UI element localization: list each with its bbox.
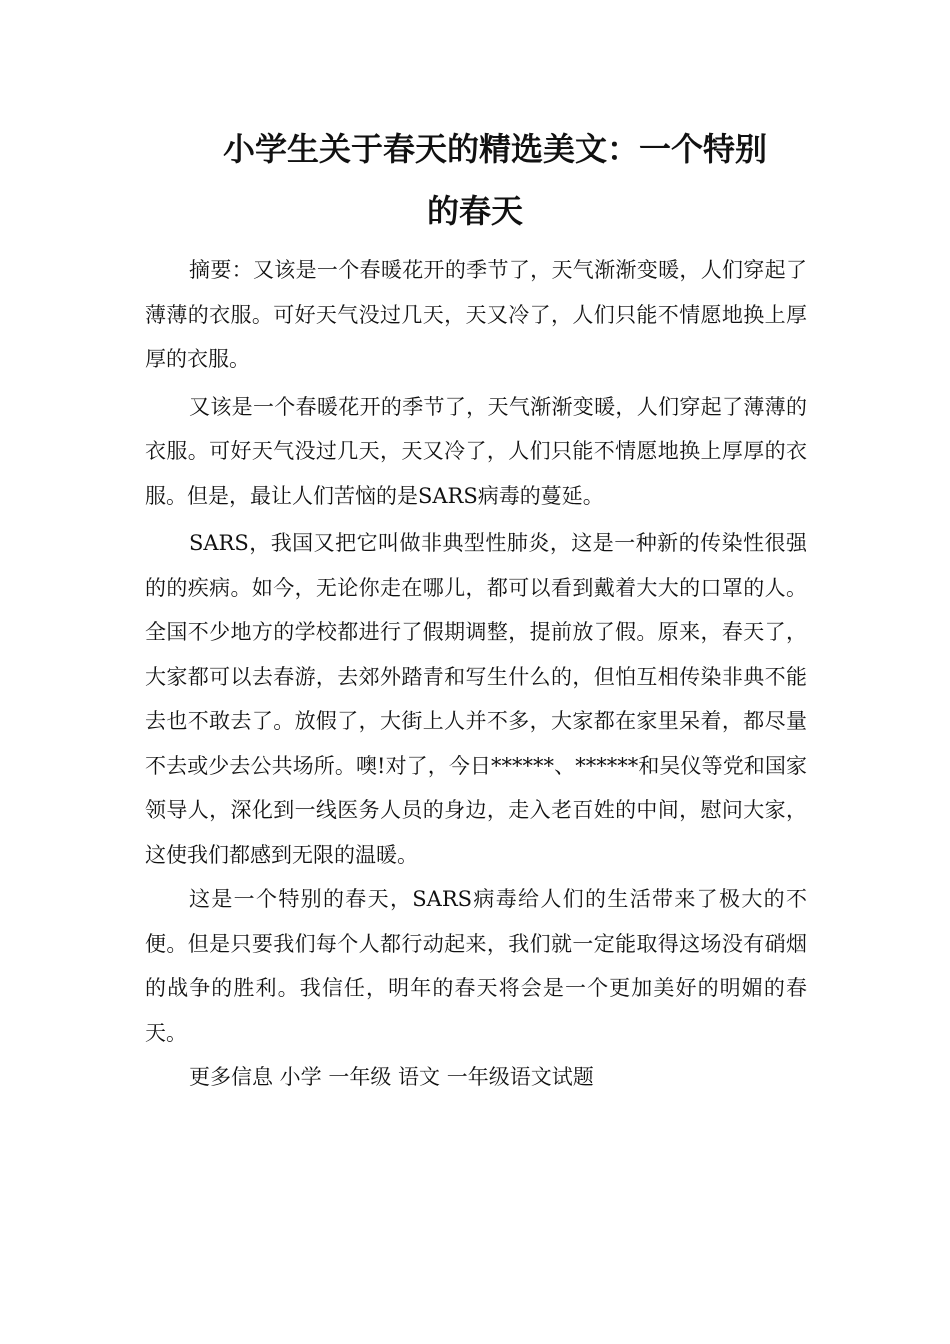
title-line-1: 小学生关于春天的精选美文：一个特别 bbox=[222, 130, 767, 168]
document-title bbox=[145, 118, 805, 242]
document-body bbox=[145, 248, 807, 1100]
abstract-paragraph: 摘要：又该是一个春暖花开的季节了，天气渐渐变暖，人们穿起了薄薄的衣服。可好天气没过几天，天又冷了，人们只能不情愿地换上厚厚的衣服。 bbox=[145, 258, 807, 371]
body-paragraph-1: 又该是一个春暖花开的季节了，天气渐渐变暖，人们穿起了薄薄的衣服。可好天气没过几天，天又冷了，人们只能不情愿地换上厚厚的衣服。但是，最让人们苦恼的是SARS病毒的蔓延。 bbox=[145, 394, 807, 508]
title-line-2: 的春天 bbox=[426, 192, 523, 230]
more-info-line: 更多信息 小学 一年级 语文 一年级语文试题 bbox=[189, 1065, 594, 1089]
body-paragraph-3: 这是一个特别的春天，SARS病毒给人们的生活带来了极大的不便。但是只要我们每个人都行动起来，我们就一定能取得这场没有硝烟的战争的胜利。我信任，明年的春天将会是一个更加美好的明媚的春天。 bbox=[145, 887, 807, 1045]
body-paragraph-2: SARS，我国又把它叫做非典型性肺炎，这是一种新的传染性很强的的疾病。如今，无论你走在哪儿，都可以看到戴着大大的口罩的人。全国不少地方的学校都进行了假期调整，提前放了假。原来，春天了，大家都可以去春游，去郊外踏青和写生什么的，但怕互相传染非典不能去也不敢去了。放假了，大街上人并不多，大家都在家里呆着，都尽量不去或少去公共场所。噢!对了，今日******、******和吴仪等党和国家领导人，深化到一线医务人员的身边，走入老百姓的中间，慰问大家，这使我们都感到无限的温暖。 bbox=[145, 531, 807, 867]
